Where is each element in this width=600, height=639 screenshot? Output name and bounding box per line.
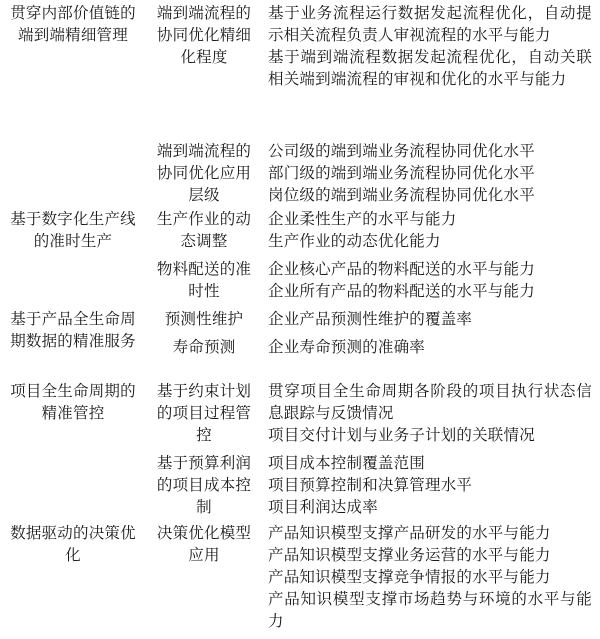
dimension-cell — [0, 520, 144, 632]
indicator-line: 产品知识模型支撑产品研发的水平与能力 — [268, 524, 551, 542]
item-cell — [144, 138, 264, 206]
indicator-line: 公司级的端到端业务流程协同优化水平 — [268, 142, 535, 160]
item-cell — [144, 520, 264, 632]
indicator-cell — [264, 138, 600, 206]
indicator-line: 企业核心产品的物料配送的水平与能力 — [268, 260, 535, 278]
item-text: 物料配送的准时性 — [156, 260, 252, 300]
dimension-cell — [0, 306, 144, 378]
dimension-cell — [0, 378, 144, 520]
item-text: 决策优化模型应用 — [156, 524, 252, 564]
indicator-line: 产品知识模型支撑业务运营的水平与能力 — [268, 546, 551, 564]
indicator-cell — [264, 520, 600, 632]
item-text: 寿命预测 — [172, 338, 236, 356]
item-text: 预测性维护 — [164, 310, 244, 328]
indicator-line: 企业所有产品的物料配送的水平与能力 — [268, 282, 535, 300]
indicator-line: 项目交付计划与业务子计划的关联情况 — [268, 426, 535, 444]
dimension-cell — [0, 206, 144, 306]
indicator-line: 产品知识模型支撑市场趋势与环境的水平与能力 — [268, 590, 592, 630]
item-cell — [144, 334, 264, 378]
indicator-line: 基于端到端流程数据发起流程优化，自动关联相关端到端流程的审视和优化的水平与能力 — [268, 48, 592, 88]
indicator-cell — [264, 206, 600, 256]
indicator-line: 产品知识模型支撑竞争情报的水平与能力 — [268, 568, 551, 586]
item-text: 基于约束计划的项目过程管控 — [156, 382, 252, 444]
dimension-text: 项目全生命周期的精准管控 — [10, 382, 136, 422]
dimension-text: 基于数字化生产线的准时生产 — [10, 210, 136, 250]
item-cell — [144, 206, 264, 256]
indicator-cell — [264, 334, 600, 378]
item-text: 端到端流程的协同优化精细化程度 — [156, 4, 252, 66]
indicator-line: 项目利润达成率 — [268, 498, 378, 516]
item-text: 基于预算利润的项目成本控制 — [156, 454, 252, 516]
item-text: 端到端流程的协同优化应用层级 — [156, 142, 252, 204]
item-cell — [144, 256, 264, 306]
dimension-text: 贯穿内部价值链的端到端精细管理 — [10, 4, 136, 44]
indicator-cell — [264, 0, 600, 138]
indicator-line: 基于业务流程运行数据发起流程优化，自动提示相关流程负责人审视流程的水平与能力 — [268, 4, 592, 44]
indicator-cell — [264, 450, 600, 520]
indicator-line: 生产作业的动态优化能力 — [268, 232, 441, 250]
indicator-line: 贯穿项目全生命周期各阶段的项目执行状态信息跟踪与反馈情况 — [268, 382, 592, 422]
indicator-cell — [264, 306, 600, 334]
indicator-line: 项目成本控制覆盖范围 — [268, 454, 426, 472]
item-cell — [144, 306, 264, 334]
indicator-line: 企业产品预测性维护的覆盖率 — [268, 310, 473, 328]
indicator-line: 岗位级的端到端业务流程协同优化水平 — [268, 186, 535, 204]
dimension-cell — [0, 0, 144, 206]
item-cell — [144, 0, 264, 138]
indicator-cell — [264, 256, 600, 306]
dimension-text: 数据驱动的决策优化 — [10, 524, 136, 564]
indicator-line: 部门级的端到端业务流程协同优化水平 — [268, 164, 535, 182]
indicator-cell — [264, 378, 600, 450]
indicator-line: 企业柔性生产的水平与能力 — [268, 210, 457, 228]
item-cell — [144, 450, 264, 520]
indicator-line: 企业寿命预测的准确率 — [268, 338, 426, 356]
item-text: 生产作业的动态调整 — [156, 210, 252, 250]
indicator-line: 项目预算控制和决算管理水平 — [268, 476, 473, 494]
item-cell — [144, 378, 264, 450]
dimension-text: 基于产品全生命周期数据的精准服务 — [10, 310, 136, 350]
